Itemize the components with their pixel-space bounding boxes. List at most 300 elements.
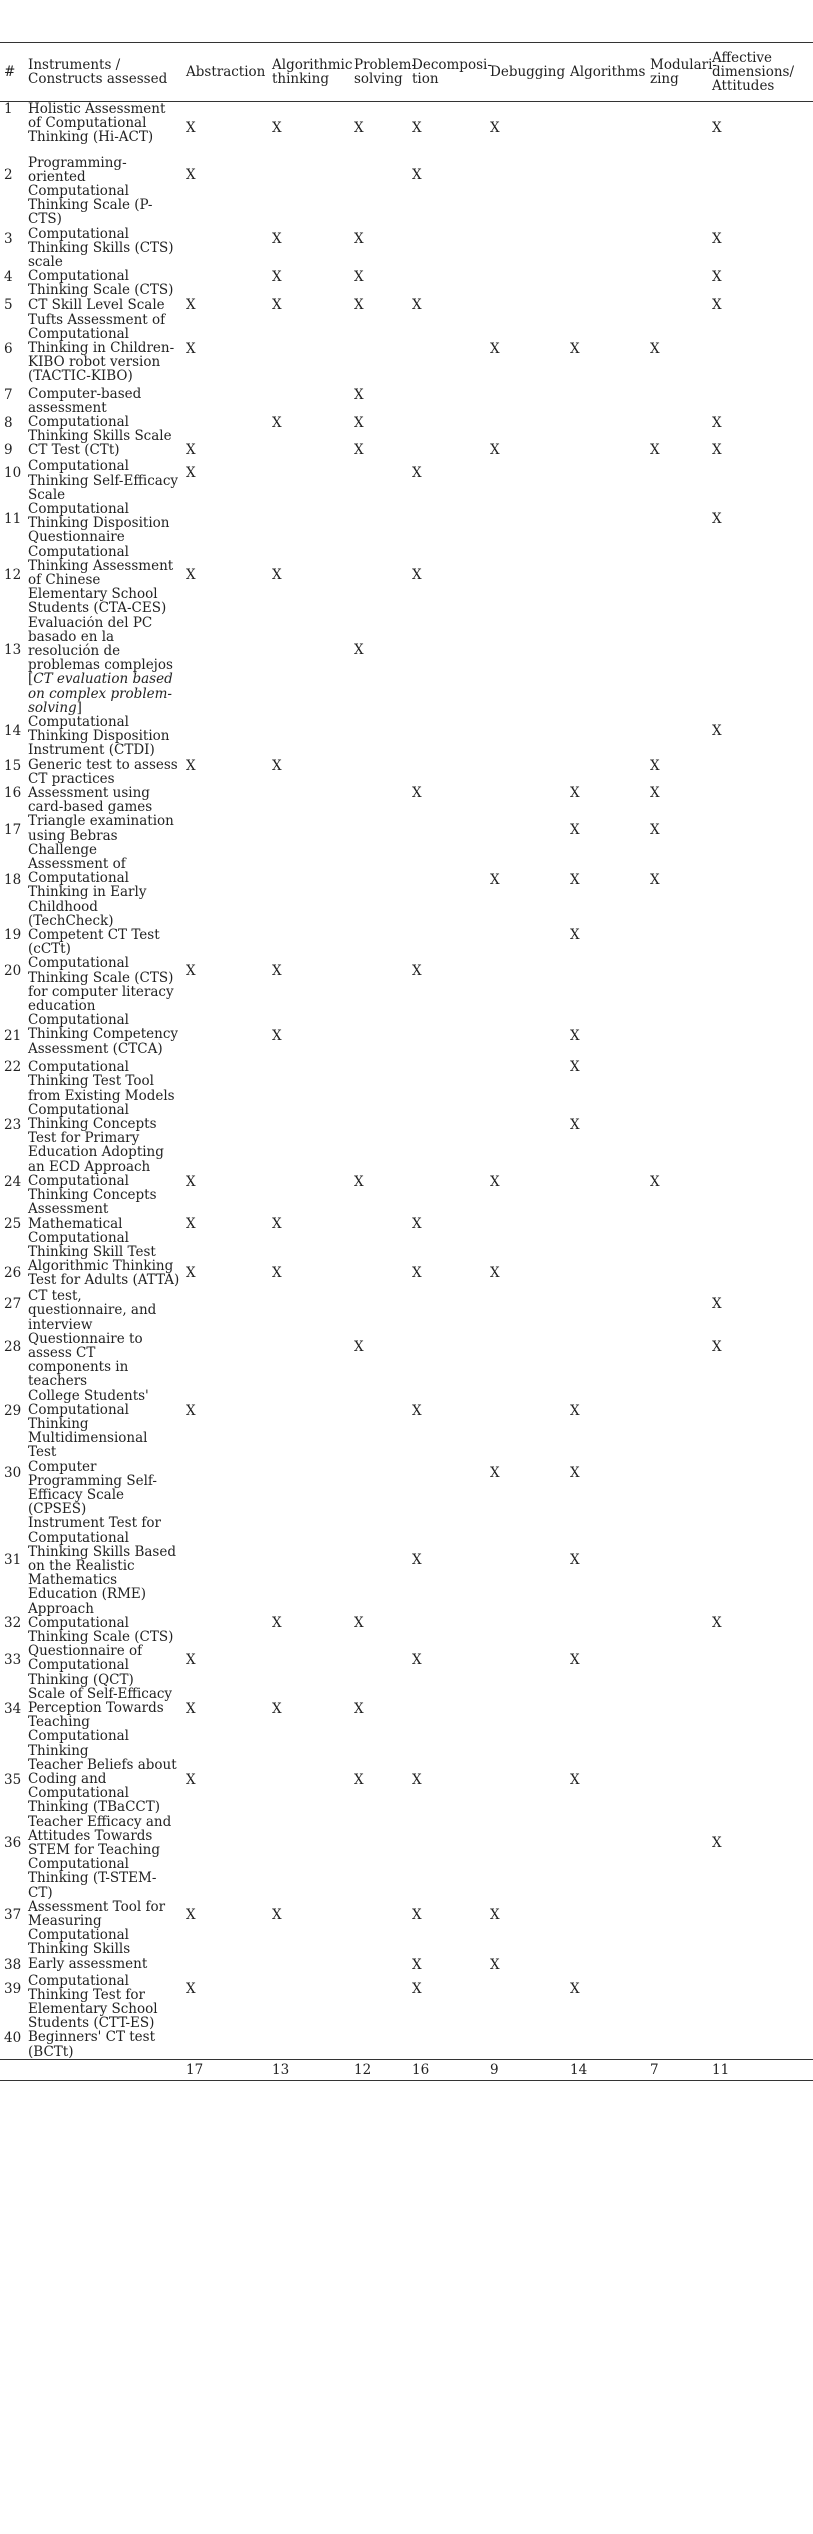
cell-decomposition <box>408 459 486 502</box>
check-mark: X <box>186 443 196 459</box>
check-mark: X <box>490 1265 500 1282</box>
cell-algorithmic-thinking <box>268 616 350 715</box>
cell-algorithms <box>566 1687 646 1758</box>
row-number: 28 <box>4 1338 22 1355</box>
cell-affective <box>708 857 813 928</box>
cell-debugging <box>486 1289 566 1332</box>
cell-decomposition <box>408 1957 486 1974</box>
cell-problem-solving <box>350 298 408 313</box>
instrument-name <box>24 459 182 502</box>
cell-decomposition <box>408 1516 486 1615</box>
check-mark: X <box>186 340 196 357</box>
check-mark: X <box>186 1700 196 1717</box>
cell-algorithms <box>566 1103 646 1174</box>
cell-abstraction <box>182 928 268 956</box>
totals-row <box>0 2059 813 2080</box>
totals-label-spacer <box>24 2059 182 2080</box>
cell-decomposition <box>408 156 486 227</box>
cell-abstraction <box>182 956 268 1013</box>
cell-algorithms <box>566 715 646 758</box>
cell-debugging <box>486 1687 566 1758</box>
cell-algorithms <box>566 857 646 928</box>
check-mark: X <box>412 1652 422 1669</box>
check-mark: X <box>186 166 196 183</box>
cell-problem-solving <box>350 857 408 928</box>
check-mark: X <box>412 566 422 583</box>
check-mark: X <box>412 963 422 980</box>
cell-algorithmic-thinking <box>268 443 350 459</box>
row-number: 38 <box>4 1956 22 1973</box>
instrument-name-text: Algorithmic Thinking Test for Adults (ATTA) <box>28 1259 180 1289</box>
table-row <box>0 956 813 1013</box>
check-mark: X <box>712 120 722 136</box>
cell-algorithms <box>566 786 646 814</box>
cell-debugging <box>486 1217 566 1260</box>
table-row <box>0 715 813 758</box>
table-row <box>0 227 813 270</box>
header-affective: Affective dimensions/ Attitudes <box>712 49 794 95</box>
instrument-name <box>24 1616 182 1644</box>
check-mark: X <box>650 872 660 889</box>
cell-abstraction <box>182 1758 268 1815</box>
cell-algorithmic-thinking <box>268 1815 350 1900</box>
cell-decomposition <box>408 1974 486 2031</box>
instrument-name-text: Computational Thinking Self-Efficacy Scale <box>28 459 179 502</box>
cell-abstraction <box>182 616 268 715</box>
cell-decomposition <box>408 1389 486 1460</box>
check-mark: X <box>186 1216 196 1232</box>
table-row <box>0 758 813 786</box>
cell-decomposition <box>408 715 486 758</box>
row-number: 39 <box>4 1980 22 1997</box>
check-mark: X <box>570 1552 580 1569</box>
header-decomposition: Decomposi-tion <box>412 56 492 87</box>
cell-problem-solving <box>350 1013 408 1060</box>
row-number: 11 <box>4 510 22 527</box>
table-row <box>0 415 813 443</box>
row-number: 26 <box>4 1265 22 1282</box>
cell-algorithmic-thinking <box>268 786 350 814</box>
cell-affective <box>708 616 813 715</box>
check-mark: X <box>570 1116 580 1133</box>
cell-algorithms <box>566 227 646 270</box>
cell-algorithmic-thinking <box>268 387 350 415</box>
cell-abstraction <box>182 1174 268 1217</box>
cell-algorithms <box>566 928 646 956</box>
check-mark: X <box>412 166 422 183</box>
cell-problem-solving <box>350 1389 408 1460</box>
check-mark: X <box>272 269 282 286</box>
instrument-name <box>24 1259 182 1289</box>
cell-decomposition <box>408 1259 486 1289</box>
table-row <box>0 545 813 616</box>
instrument-name-text: CT test, questionnaire, and interview <box>28 1289 157 1332</box>
check-mark: X <box>712 297 722 313</box>
cell-decomposition <box>408 1644 486 1687</box>
cell-algorithms <box>566 1217 646 1260</box>
cell-abstraction <box>182 545 268 616</box>
cell-modularizing <box>646 1259 708 1289</box>
table-row <box>0 443 813 459</box>
row-number: 40 <box>4 2030 22 2047</box>
cell-debugging <box>486 857 566 928</box>
cell-abstraction <box>182 1013 268 1060</box>
row-number: 21 <box>4 1028 22 1045</box>
instrument-name <box>24 1957 182 1974</box>
cell-debugging <box>486 227 566 270</box>
check-mark: X <box>186 1906 196 1923</box>
cell-algorithmic-thinking <box>268 1289 350 1332</box>
cell-affective <box>708 1516 813 1615</box>
cell-abstraction <box>182 857 268 928</box>
check-mark: X <box>354 1338 364 1355</box>
instrument-name-text: Computational Thinking Test Tool from Existing Models <box>28 1060 175 1103</box>
cell-algorithmic-thinking <box>268 1103 350 1174</box>
cell-problem-solving <box>350 1687 408 1758</box>
cell-modularizing <box>646 1389 708 1460</box>
cell-problem-solving <box>350 269 408 297</box>
check-mark: X <box>650 757 660 774</box>
row-number: 22 <box>4 1060 22 1076</box>
instrument-name-text: Beginners' CT test (BCTt) <box>28 2030 156 2060</box>
cell-decomposition <box>408 1687 486 1758</box>
cell-affective <box>708 443 813 459</box>
cell-affective <box>708 298 813 313</box>
instrument-name <box>24 1758 182 1815</box>
cell-affective <box>708 1460 813 1517</box>
cell-decomposition <box>408 1289 486 1332</box>
instrument-name <box>24 1174 182 1217</box>
cell-algorithms <box>566 313 646 387</box>
instrument-name-text: Teacher Efficacy and Attitudes Towards STEM for Teaching Computational Thinking (T-STEM-CT) <box>28 1814 172 1900</box>
instrument-name <box>24 1644 182 1687</box>
cell-debugging <box>486 1758 566 1815</box>
cell-abstraction <box>182 227 268 270</box>
instrument-name <box>24 269 182 297</box>
instrument-name-text: Computational Thinking Disposition Questionnaire <box>28 501 170 545</box>
cell-abstraction <box>182 1616 268 1644</box>
cell-affective <box>708 415 813 443</box>
cell-debugging <box>486 545 566 616</box>
row-number: 4 <box>4 269 13 286</box>
table-row <box>0 1957 813 1974</box>
check-mark: X <box>570 1060 580 1076</box>
cell-affective <box>708 227 813 270</box>
constructs-table <box>0 42 813 2081</box>
table-row <box>0 1900 813 1957</box>
row-number: 32 <box>4 1615 22 1631</box>
cell-problem-solving <box>350 1815 408 1900</box>
cell-decomposition <box>408 616 486 715</box>
table-row <box>0 1259 813 1289</box>
check-mark: X <box>354 1173 364 1190</box>
cell-algorithmic-thinking <box>268 415 350 443</box>
cell-algorithmic-thinking <box>268 269 350 297</box>
instrument-name-text: Evaluación del PC basado en la resolución de problemas complejos <box>28 615 173 674</box>
cell-modularizing <box>646 1060 708 1103</box>
check-mark: X <box>412 1980 422 1997</box>
instrument-name: Evaluación del PC basado en la resolución de problemas complejos [CT evaluation based on complex problem-solving] <box>28 615 173 715</box>
cell-problem-solving <box>350 1974 408 2031</box>
instrument-name <box>24 857 182 928</box>
cell-modularizing <box>646 443 708 459</box>
cell-algorithms <box>566 1516 646 1615</box>
check-mark: X <box>650 443 660 459</box>
instrument-name-text: Computational Thinking Scale (CTS) <box>28 1615 174 1645</box>
cell-modularizing <box>646 387 708 415</box>
instrument-name-text: CT Skill Level Scale <box>28 297 165 313</box>
check-mark: X <box>570 1771 580 1788</box>
cell-modularizing <box>646 814 708 857</box>
cell-abstraction <box>182 1460 268 1517</box>
cell-abstraction <box>182 1332 268 1389</box>
cell-abstraction <box>182 443 268 459</box>
instrument-name <box>24 1332 182 1389</box>
check-mark: X <box>712 1296 722 1313</box>
check-mark: X <box>272 1216 282 1232</box>
instrument-name-text: CT Test (CTt) <box>28 443 120 459</box>
check-mark: X <box>186 120 196 136</box>
instrument-name-text: Holistic Assessment of Computational Thinking (Hi-ACT) <box>28 101 166 146</box>
cell-algorithms <box>566 269 646 297</box>
instrument-name-text: Scale of Self-Efficacy Perception Towards Teaching Computational Thinking <box>28 1686 173 1758</box>
cell-problem-solving <box>350 2030 408 2059</box>
cell-affective <box>708 1687 813 1758</box>
instrument-name-translation: CT evaluation based on complex problem-solving <box>28 671 173 715</box>
instrument-name <box>24 1217 182 1260</box>
check-mark: X <box>570 822 580 839</box>
cell-decomposition <box>408 1060 486 1103</box>
cell-algorithmic-thinking <box>268 156 350 227</box>
cell-decomposition <box>408 1616 486 1644</box>
cell-abstraction <box>182 1217 268 1260</box>
check-mark: X <box>570 1028 580 1045</box>
cell-problem-solving <box>350 1332 408 1389</box>
cell-modularizing <box>646 1516 708 1615</box>
instrument-name-text: Questionnaire of Computational Thinking (QCT) <box>28 1644 143 1687</box>
row-number: 34 <box>4 1700 22 1717</box>
table-row <box>0 1174 813 1217</box>
instrument-name-text: Computational Thinking Test for Elementary School Students (CTT-ES) <box>28 1973 158 2031</box>
instrument-name-text: Computational Thinking Skills (CTS) scale <box>28 226 174 270</box>
check-mark: X <box>570 786 580 802</box>
cell-abstraction <box>182 2030 268 2059</box>
cell-modularizing <box>646 1013 708 1060</box>
cell-abstraction <box>182 1974 268 2031</box>
row-number: 8 <box>4 414 13 431</box>
cell-affective <box>708 1616 813 1644</box>
check-mark: X <box>186 566 196 583</box>
cell-algorithms <box>566 1289 646 1332</box>
instrument-name-text: Computational Thinking Disposition Instrument (CTDI) <box>28 715 170 758</box>
cell-affective <box>708 1758 813 1815</box>
table-row <box>0 2030 813 2059</box>
instrument-name <box>24 102 182 156</box>
row-number: 12 <box>4 566 22 583</box>
cell-debugging <box>486 616 566 715</box>
cell-algorithms <box>566 2030 646 2059</box>
cell-algorithmic-thinking <box>268 459 350 502</box>
cell-decomposition <box>408 1013 486 1060</box>
cell-problem-solving <box>350 1957 408 1974</box>
check-mark: X <box>570 1464 580 1481</box>
header-modularizing: Modulari-zing <box>650 56 717 87</box>
cell-decomposition <box>408 269 486 297</box>
instrument-name-text: Tufts Assessment of Computational Thinking in Children-KIBO robot version (TACTIC-KIBO) <box>28 312 175 385</box>
cell-decomposition <box>408 298 486 313</box>
cell-decomposition <box>408 758 486 786</box>
cell-algorithmic-thinking <box>268 1460 350 1517</box>
cell-problem-solving <box>350 1900 408 1957</box>
instrument-name <box>24 1516 182 1615</box>
table-row <box>0 502 813 545</box>
check-mark: X <box>354 297 364 313</box>
instrument-name-text: Computational Thinking Skills Scale <box>28 414 172 444</box>
cell-modularizing <box>646 102 708 156</box>
row-number: 18 <box>4 872 22 889</box>
cell-modularizing <box>646 1460 708 1517</box>
cell-modularizing <box>646 1758 708 1815</box>
check-mark: X <box>490 1956 500 1973</box>
cell-abstraction <box>182 1289 268 1332</box>
instrument-name <box>24 1900 182 1957</box>
cell-modularizing <box>646 715 708 758</box>
cell-debugging <box>486 1957 566 1974</box>
cell-debugging <box>486 387 566 415</box>
cell-algorithmic-thinking <box>268 1516 350 1615</box>
row-number: 3 <box>4 230 13 247</box>
cell-affective <box>708 814 813 857</box>
cell-problem-solving <box>350 459 408 502</box>
cell-debugging <box>486 1460 566 1517</box>
cell-algorithmic-thinking <box>268 928 350 956</box>
cell-algorithms <box>566 1332 646 1389</box>
cell-debugging <box>486 1516 566 1615</box>
table-row <box>0 1103 813 1174</box>
cell-abstraction <box>182 758 268 786</box>
row-number: 5 <box>4 297 13 313</box>
cell-modularizing <box>646 956 708 1013</box>
total-abstraction: 17 <box>186 2061 204 2078</box>
table-row <box>0 1758 813 1815</box>
check-mark: X <box>186 757 196 774</box>
table-row <box>0 616 813 715</box>
row-number: 37 <box>4 1906 22 1923</box>
check-mark: X <box>490 1906 500 1923</box>
cell-algorithms <box>566 1900 646 1957</box>
cell-debugging <box>486 1060 566 1103</box>
cell-debugging <box>486 156 566 227</box>
cell-abstraction <box>182 415 268 443</box>
row-number: 27 <box>4 1296 22 1313</box>
cell-algorithms <box>566 298 646 313</box>
table-row <box>0 814 813 857</box>
check-mark: X <box>412 1265 422 1282</box>
instrument-name-text: Triangle examination using Bebras Challenge <box>28 814 174 858</box>
cell-modularizing <box>646 616 708 715</box>
cell-debugging <box>486 2030 566 2059</box>
cell-problem-solving <box>350 443 408 459</box>
row-number: 13 <box>4 641 22 658</box>
check-mark: X <box>186 1652 196 1669</box>
row-number: 36 <box>4 1834 22 1851</box>
cell-abstraction <box>182 1103 268 1174</box>
cell-affective <box>708 928 813 956</box>
cell-debugging <box>486 443 566 459</box>
cell-algorithmic-thinking <box>268 1389 350 1460</box>
table-row <box>0 1460 813 1517</box>
row-number: 9 <box>4 443 13 459</box>
cell-algorithmic-thinking <box>268 1900 350 1957</box>
cell-algorithmic-thinking <box>268 1687 350 1758</box>
check-mark: X <box>354 230 364 247</box>
cell-debugging <box>486 1900 566 1957</box>
check-mark: X <box>490 1173 500 1190</box>
row-number: 23 <box>4 1116 22 1133</box>
cell-algorithmic-thinking <box>268 956 350 1013</box>
table-row <box>0 1687 813 1758</box>
check-mark: X <box>412 1216 422 1232</box>
check-mark: X <box>412 1956 422 1973</box>
check-mark: X <box>272 1906 282 1923</box>
cell-problem-solving <box>350 415 408 443</box>
header-row <box>0 43 813 102</box>
cell-problem-solving <box>350 715 408 758</box>
row-number: 16 <box>4 786 22 802</box>
instrument-name <box>24 1687 182 1758</box>
cell-debugging <box>486 459 566 502</box>
cell-decomposition <box>408 415 486 443</box>
cell-debugging <box>486 1389 566 1460</box>
cell-decomposition <box>408 2030 486 2059</box>
instrument-name <box>24 715 182 758</box>
cell-algorithmic-thinking <box>268 1013 350 1060</box>
cell-algorithmic-thinking <box>268 102 350 156</box>
cell-problem-solving <box>350 1174 408 1217</box>
cell-modularizing <box>646 1289 708 1332</box>
header-debugging: Debugging <box>490 63 566 80</box>
cell-algorithms <box>566 1060 646 1103</box>
check-mark: X <box>490 1464 500 1481</box>
cell-affective <box>708 956 813 1013</box>
check-mark: X <box>712 269 722 286</box>
cell-affective <box>708 1217 813 1260</box>
instrument-name-text: Computational Thinking Concepts Assessment <box>28 1173 157 1217</box>
instrument-name <box>24 2030 182 2059</box>
row-number: 25 <box>4 1216 22 1232</box>
header-problem-solving: Problem-solving <box>354 56 416 87</box>
cell-decomposition <box>408 443 486 459</box>
cell-algorithms <box>566 1174 646 1217</box>
cell-affective <box>708 545 813 616</box>
cell-decomposition <box>408 502 486 545</box>
cell-affective <box>708 1103 813 1174</box>
cell-problem-solving <box>350 814 408 857</box>
total-affective: 11 <box>712 2061 730 2078</box>
cell-algorithms <box>566 616 646 715</box>
cell-algorithms <box>566 758 646 786</box>
cell-abstraction <box>182 715 268 758</box>
cell-algorithmic-thinking <box>268 502 350 545</box>
cell-algorithms <box>566 387 646 415</box>
table-row <box>0 102 813 156</box>
cell-algorithmic-thinking <box>268 1332 350 1389</box>
check-mark: X <box>650 1173 660 1190</box>
cell-debugging <box>486 1259 566 1289</box>
table-row <box>0 156 813 227</box>
cell-affective <box>708 156 813 227</box>
check-mark: X <box>354 269 364 286</box>
